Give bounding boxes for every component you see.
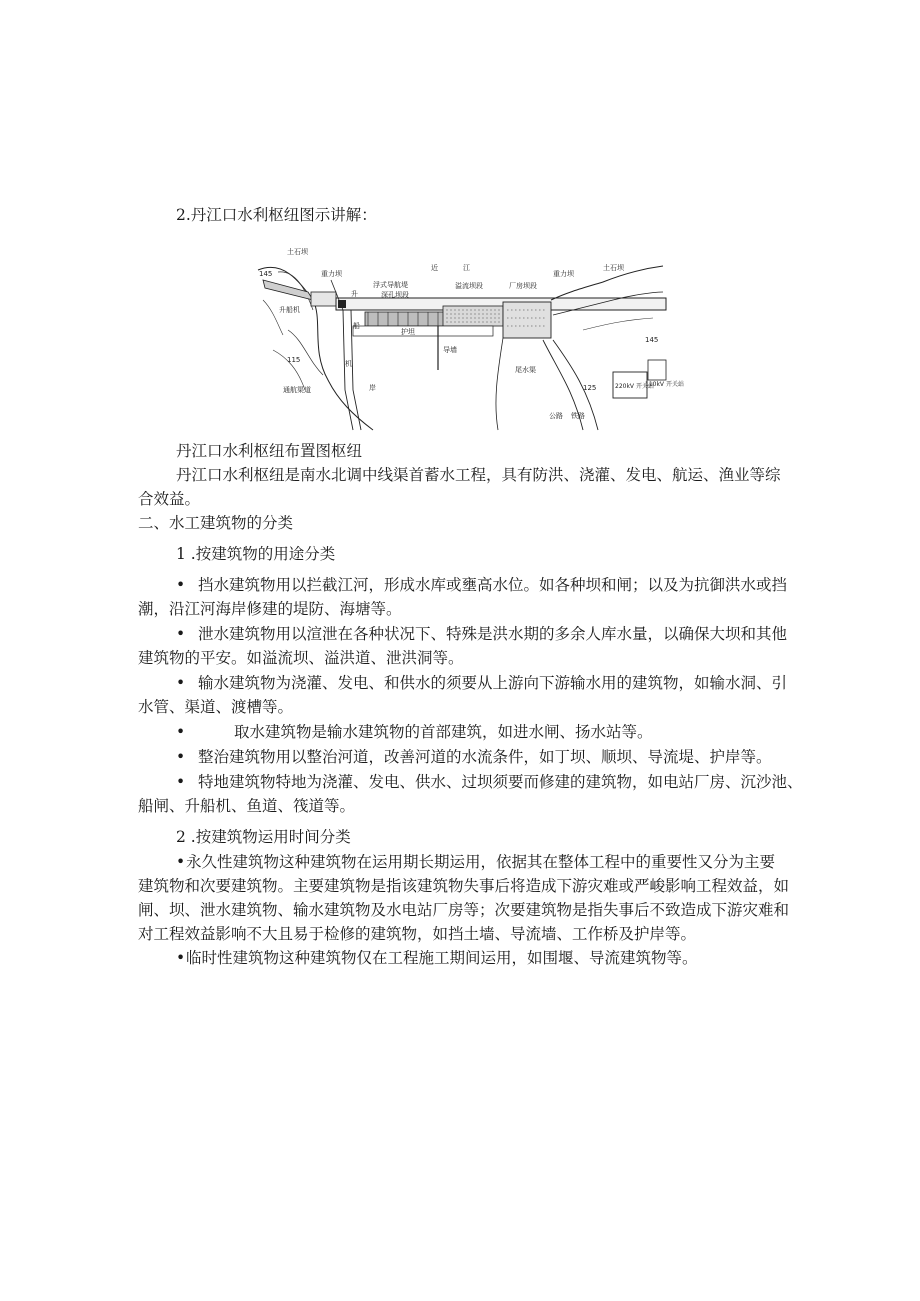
dam-layout-figure bbox=[253, 240, 684, 436]
sub2-permanent-line-1: •永久性建筑物这种建筑物在运用期长期运用，依据其在整体工程中的重要性又分为主要 bbox=[176, 853, 776, 871]
label-switch-220: 220kV 开关站 bbox=[615, 383, 654, 390]
bullet-icon: • bbox=[176, 674, 186, 692]
sub2-permanent-line-2: 建筑物和次要建筑物。主要建筑物是指该建筑物失事后将造成下游灾难或严峻影响工程效益，如 bbox=[138, 877, 790, 895]
label-gravity-dam-right: 重力坝 bbox=[553, 270, 574, 278]
sub1-item-5: • 整治建筑物用以整治河道，改善河道的水流条件，如丁坝、顺坝、导流堤、护岸等。 bbox=[176, 748, 772, 766]
label-earth-dam-right: 土石坝 bbox=[603, 264, 624, 272]
bullet-icon: • bbox=[176, 723, 186, 741]
bullet-icon: • bbox=[176, 625, 186, 643]
sub1-title: 1 .按建筑物的用途分类 bbox=[176, 545, 336, 563]
label-ship-up: 升 bbox=[351, 290, 358, 298]
figure-caption: 丹江口水利枢纽布置图枢纽 bbox=[176, 442, 363, 460]
bullet-icon: • bbox=[176, 748, 186, 766]
bullet-icon: • bbox=[176, 949, 186, 967]
label-ship-mid: 船 bbox=[353, 322, 360, 330]
bullet-icon: • bbox=[176, 853, 186, 871]
label-level-125: 125 bbox=[583, 384, 597, 392]
sub1-item-3-line-1: • 输水建筑物为浇灌、发电、和供水的须要从上游向下游输水用的建筑物，如输水洞、引 bbox=[176, 674, 788, 692]
label-channel: 通航渠道 bbox=[283, 386, 311, 394]
label-guide-wall: 导墙 bbox=[443, 346, 457, 354]
label-earth-dam-left: 土石坝 bbox=[287, 248, 308, 256]
sub1-item-6-line-1: • 特地建筑物特地为浇灌、发电、供水、过坝须要而修建的建筑物，如电站厂房、沉沙池、 bbox=[176, 773, 803, 791]
sub1-item-4: • 取水建筑物是输水建筑物的首部建筑，如进水闸、扬水站等。 bbox=[176, 723, 653, 741]
label-overflow: 溢流坝段 bbox=[455, 282, 483, 290]
section-2-title: 二、水工建筑物的分类 bbox=[138, 514, 294, 532]
section-heading: 2.丹江口水利枢纽图示讲解： bbox=[176, 206, 377, 224]
label-ship-machine: 机 bbox=[345, 360, 352, 368]
label-ship-lift: 升船机 bbox=[279, 306, 300, 314]
sub2-temporary: •临时性建筑物这种建筑物仅在工程施工期间运用，如围堰、导流建筑物等。 bbox=[176, 949, 698, 967]
intro-line-2: 合效益。 bbox=[138, 490, 201, 508]
sub1-item-3-line-2: 水管、渠道、渡槽等。 bbox=[138, 698, 294, 716]
bullet-icon: • bbox=[176, 773, 186, 791]
sub1-item-6-line-2: 船闸、升船机、鱼道、筏道等。 bbox=[138, 797, 356, 815]
sub2-title: 2 .按建筑物运用时间分类 bbox=[176, 828, 351, 846]
label-elev-145-right: 145 bbox=[645, 336, 659, 344]
sub2-permanent-line-3: 闸、坝、泄水建筑物、输水建筑物及水电站厂房等；次要建筑物是指失事后不致造成下游灾难和 bbox=[138, 901, 790, 919]
label-apron: 护坦 bbox=[401, 328, 415, 336]
sub2-permanent-line-4: 对工程效益影响不大且易于检修的建筑物，如挡土墙、导流墙、工作桥及护岸等。 bbox=[138, 925, 697, 943]
label-tailwater: 尾水渠 bbox=[515, 366, 536, 374]
label-floating-guide: 浮式导航堤 bbox=[373, 281, 408, 289]
bullet-icon: • bbox=[176, 576, 186, 594]
sub1-item-2-line-2: 建筑物的平安。如溢流坝、溢洪道、泄洪洞等。 bbox=[138, 649, 464, 667]
label-road: 公路 bbox=[549, 412, 563, 420]
label-powerhouse: 厂房坝段 bbox=[509, 282, 537, 290]
label-deep-hole: 深孔坝段 bbox=[381, 291, 409, 299]
label-switch-110: 110kV 开关站 bbox=[645, 381, 684, 388]
sub1-item-1-line-2: 潮，沿江河海岸修建的堤防、海塘等。 bbox=[138, 600, 402, 618]
label-elev-115: 115 bbox=[287, 356, 301, 364]
label-flow-b: 江 bbox=[463, 264, 470, 272]
sub1-item-2-line-1: • 泄水建筑物用以渲泄在各种状况下、特殊是洪水期的多余人库水量，以确保大坝和其他 bbox=[176, 625, 788, 643]
sub1-item-1-line-1: • 挡水建筑物用以拦截江河，形成水库或壅高水位。如各种坝和闸；以及为抗御洪水或挡 bbox=[176, 576, 788, 594]
label-gravity-dam-left: 重力坝 bbox=[321, 270, 342, 278]
intro-line-1: 丹江口水利枢纽是南水北调中线渠首蓄水工程，具有防洪、浇灌、发电、航运、渔业等综 bbox=[176, 466, 781, 484]
label-river-bank: 岸 bbox=[369, 384, 376, 392]
label-railway: 铁路 bbox=[571, 412, 585, 420]
label-flow-a: 近 bbox=[431, 264, 438, 272]
label-elev-145-left: 145 bbox=[259, 270, 273, 278]
